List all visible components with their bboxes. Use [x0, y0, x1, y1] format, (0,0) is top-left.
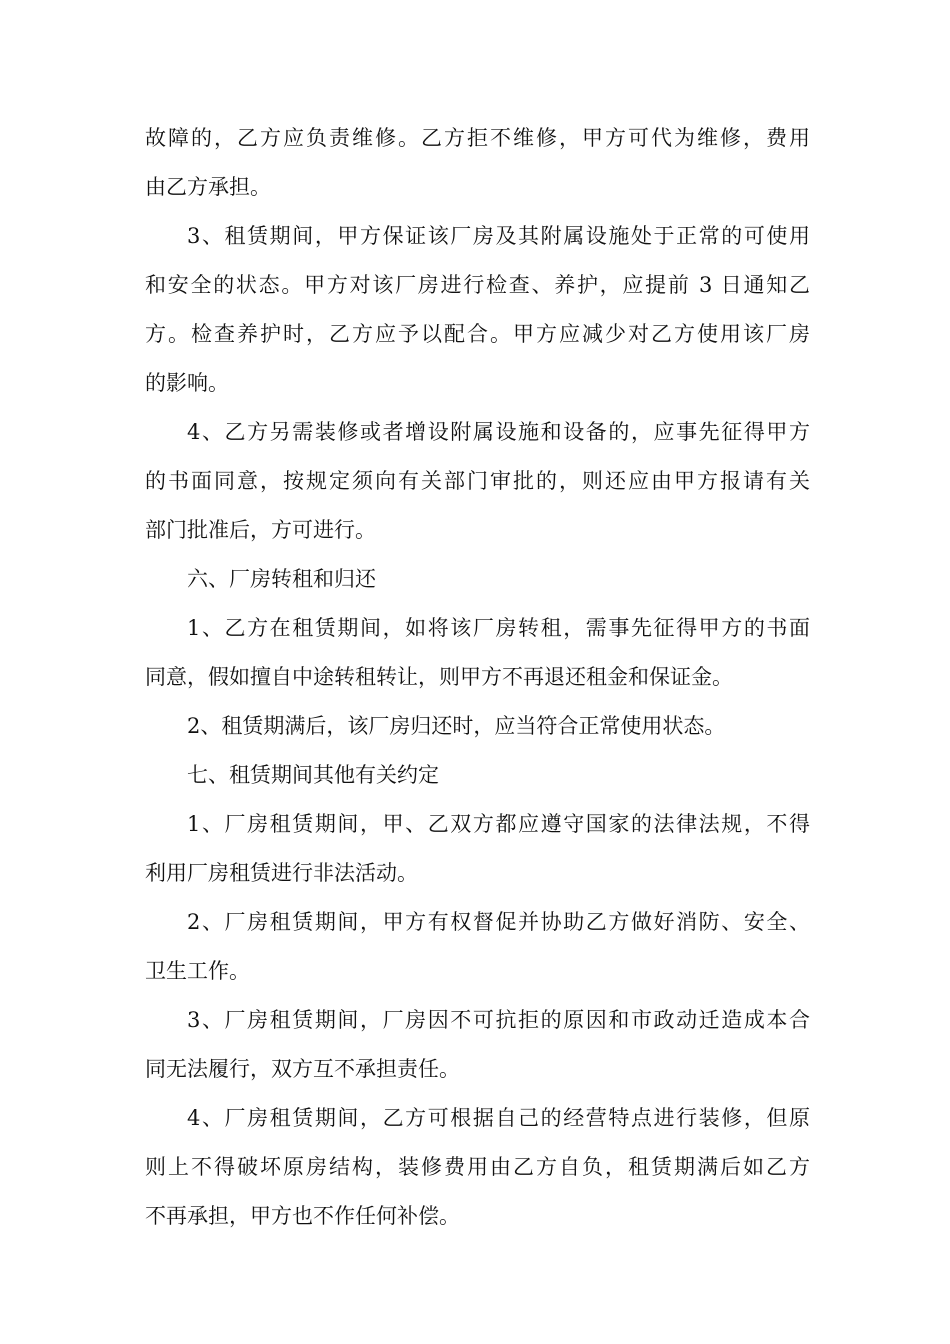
paragraph-line: 同意，假如擅自中途转租转让，则甲方不再退还租金和保证金。 [145, 665, 733, 689]
paragraph-line: 和安全的状态。甲方对该厂房进行检查、养护，应提前 3 日通知乙 [145, 273, 810, 297]
paragraph-line: 故障的，乙方应负责维修。乙方拒不维修，甲方可代为维修，费用 [145, 126, 810, 150]
paragraph-line: 4、厂房租赁期间，乙方可根据自己的经营特点进行装修，但原 [187, 1106, 810, 1130]
paragraph-line: 由乙方承担。 [145, 175, 271, 199]
paragraph-line: 的影响。 [145, 371, 229, 395]
section-heading: 七、租赁期间其他有关约定 [187, 763, 439, 787]
paragraph-line: 部门批准后，方可进行。 [145, 518, 376, 542]
paragraph-line: 利用厂房租赁进行非法活动。 [145, 861, 418, 885]
paragraph-line: 方。检查养护时，乙方应予以配合。甲方应减少对乙方使用该厂房 [145, 322, 810, 346]
paragraph-line: 的书面同意，按规定须向有关部门审批的，则还应由甲方报请有关 [145, 469, 810, 493]
paragraph-line: 1、厂房租赁期间，甲、乙双方都应遵守国家的法律法规，不得 [187, 812, 810, 836]
paragraph-line: 卫生工作。 [145, 959, 250, 983]
paragraph-line: 不再承担，甲方也不作任何补偿。 [145, 1204, 460, 1228]
section-heading: 六、厂房转租和归还 [187, 567, 376, 591]
paragraph-line: 2、租赁期满后，该厂房归还时，应当符合正常使用状态。 [187, 714, 726, 738]
document-body [145, 114, 810, 1241]
paragraph-line: 3、厂房租赁期间，厂房因不可抗拒的原因和市政动迁造成本合 [187, 1008, 810, 1032]
paragraph-line: 4、乙方另需装修或者增设附属设施和设备的，应事先征得甲方 [187, 420, 810, 444]
paragraph-line: 2、厂房租赁期间，甲方有权督促并协助乙方做好消防、安全、 [187, 910, 810, 934]
paragraph-line: 3、租赁期间，甲方保证该厂房及其附属设施处于正常的可使用 [187, 224, 810, 248]
paragraph-line: 则上不得破坏原房结构，装修费用由乙方自负，租赁期满后如乙方 [145, 1155, 810, 1179]
paragraph-line: 同无法履行，双方互不承担责任。 [145, 1057, 460, 1081]
paragraph-line: 1、乙方在租赁期间，如将该厂房转租，需事先征得甲方的书面 [187, 616, 810, 640]
